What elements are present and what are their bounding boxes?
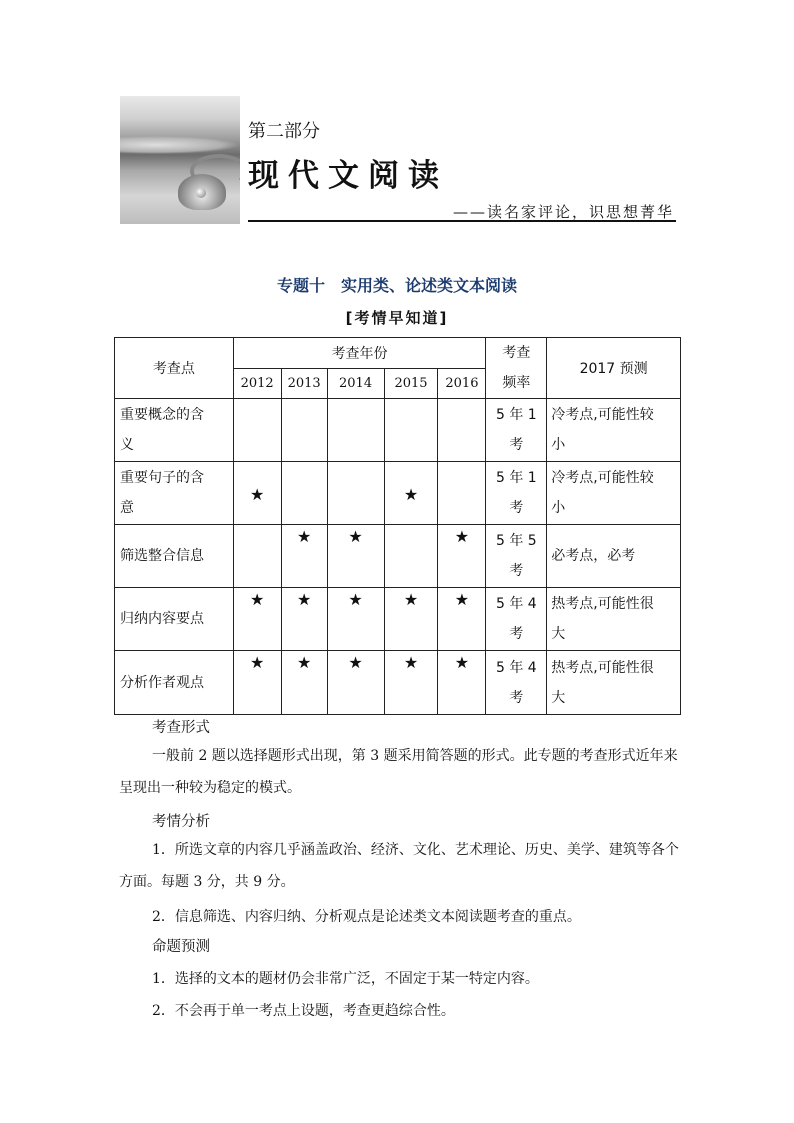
year-header: 2013 (281, 368, 327, 399)
cell-point-line2: 义 (120, 437, 134, 453)
form-text: 一般前 2 题以选择题形式出现，第 3 题采用简答题的形式。此专题的考查形式近年来呈现出一种较为稳定的模式。 (119, 748, 678, 796)
cell-star-2014: ★ (327, 588, 384, 651)
table-row (115, 651, 681, 715)
cell-frequency-line2: 考 (509, 563, 524, 579)
analysis-point-2: 2．信息筛选、内容归纳、分析观点是论述类文本阅读题考查的重点。 (152, 909, 581, 925)
cell-point (115, 462, 234, 525)
cell-point (115, 399, 234, 462)
pearl-decoration (196, 188, 206, 198)
analysis-point-1: 1．所选文章的内容几乎涵盖政治、经济、文化、艺术理论、历史、美学、建筑等各个方面。每题 3 分，共 9 分。 (119, 842, 679, 890)
cell-star-2015 (384, 399, 438, 462)
sub-heading: [考情早知道] (345, 309, 449, 327)
cell-point-line1: 重要句子的含 (120, 470, 204, 486)
title-rule (248, 220, 676, 222)
exam-table (114, 337, 681, 715)
forecast-title: 命题预测 (152, 939, 210, 955)
cell-star-2013: ★ (281, 588, 327, 651)
header-frequency-l1: 考查 (502, 345, 531, 361)
cell-point-line1: 重要概念的含 (120, 407, 204, 423)
cell-prediction (547, 651, 681, 715)
cell-star-2016: ★ (438, 651, 486, 715)
topic-title: 专题十 实用类、论述类文本阅读 (276, 276, 517, 295)
cell-prediction-line2: 小 (551, 500, 566, 516)
cell-prediction (547, 525, 681, 588)
cell-star-2015: ★ (384, 462, 438, 525)
cell-frequency-line2: 考 (509, 689, 524, 706)
cell-star-2013: ★ (281, 525, 327, 588)
cell-prediction-line2: 大 (551, 626, 566, 642)
cell-prediction-line1: 热考点,可能性很 (551, 659, 654, 676)
cell-frequency (486, 525, 547, 588)
cell-point-line2: 意 (120, 500, 134, 516)
cell-prediction-line1: 必考点，必考 (551, 548, 636, 564)
cell-frequency-line1: 5 年 4 (495, 596, 537, 612)
table-row (115, 399, 681, 462)
sea-wave-decoration (120, 136, 240, 154)
forecast-point-2: 2．不会再于单一考点上设题，考查更趋综合性。 (152, 1003, 455, 1019)
section-title: 现代文阅读 (248, 158, 448, 194)
form-title: 考查形式 (152, 720, 210, 736)
cell-star-2014 (327, 462, 384, 525)
header-years-group: 考查年份 (233, 338, 486, 369)
header-banner-image (120, 96, 240, 224)
cell-frequency (486, 462, 547, 525)
cell-point (115, 588, 234, 651)
cell-star-2016: ★ (438, 525, 486, 588)
cell-star-2014 (327, 399, 384, 462)
motto: ——读名家评论，识思想菁华 (452, 203, 674, 221)
cell-prediction-line2: 大 (551, 689, 566, 706)
cell-prediction-line1: 冷考点,可能性较 (551, 407, 654, 423)
cell-frequency (486, 399, 547, 462)
cell-frequency (486, 588, 547, 651)
cell-frequency-line1: 5 年 1 (495, 407, 537, 423)
cell-star-2013 (281, 399, 327, 462)
cell-point-line1: 筛选整合信息 (120, 548, 204, 564)
cell-frequency-line2: 考 (509, 626, 524, 642)
cell-star-2012 (233, 525, 281, 588)
cell-star-2012: ★ (233, 588, 281, 651)
year-header: 2016 (438, 368, 486, 399)
cell-star-2016 (438, 399, 486, 462)
cell-point-line1: 分析作者观点 (120, 674, 204, 691)
header-prediction: 2017 预测 (547, 338, 681, 399)
cell-star-2012: ★ (233, 462, 281, 525)
cell-prediction (547, 462, 681, 525)
header-frequency-l2: 频率 (502, 375, 531, 391)
forecast-point-1: 1．选择的文本的题材仍会非常广泛，不固定于某一特定内容。 (152, 971, 539, 987)
table-row (115, 525, 681, 588)
cell-frequency-line1: 5 年 1 (495, 470, 537, 486)
cell-star-2015: ★ (384, 588, 438, 651)
cell-prediction-line1: 冷考点,可能性较 (551, 470, 654, 486)
cell-frequency-line2: 考 (509, 500, 524, 516)
cell-prediction-line2: 小 (551, 437, 566, 453)
cell-point-line1: 归纳内容要点 (120, 611, 204, 627)
cell-star-2014: ★ (327, 651, 384, 715)
table-row (115, 462, 681, 525)
cell-star-2016: ★ (438, 588, 486, 651)
cell-point (115, 651, 234, 715)
header-point: 考查点 (115, 338, 234, 399)
cell-star-2013 (281, 462, 327, 525)
cell-frequency-line2: 考 (509, 437, 524, 453)
cell-star-2012 (233, 399, 281, 462)
header-frequency (486, 338, 547, 399)
cell-frequency (486, 651, 547, 715)
cell-prediction (547, 399, 681, 462)
table-row (115, 588, 681, 651)
cell-point (115, 525, 234, 588)
cell-star-2016 (438, 462, 486, 525)
part-label: 第二部分 (248, 121, 320, 142)
cell-star-2015 (384, 525, 438, 588)
year-header: 2012 (233, 368, 281, 399)
cell-star-2015: ★ (384, 651, 438, 715)
year-header: 2015 (384, 368, 438, 399)
cell-star-2014: ★ (327, 525, 384, 588)
cell-star-2012: ★ (233, 651, 281, 715)
cell-frequency-line1: 5 年 5 (495, 533, 537, 549)
cell-frequency-line1: 5 年 4 (495, 659, 537, 676)
year-header: 2014 (327, 368, 384, 399)
cell-prediction-line1: 热考点,可能性很 (551, 596, 654, 612)
cell-prediction (547, 588, 681, 651)
analysis-title: 考情分析 (152, 814, 210, 830)
cell-star-2013: ★ (281, 651, 327, 715)
